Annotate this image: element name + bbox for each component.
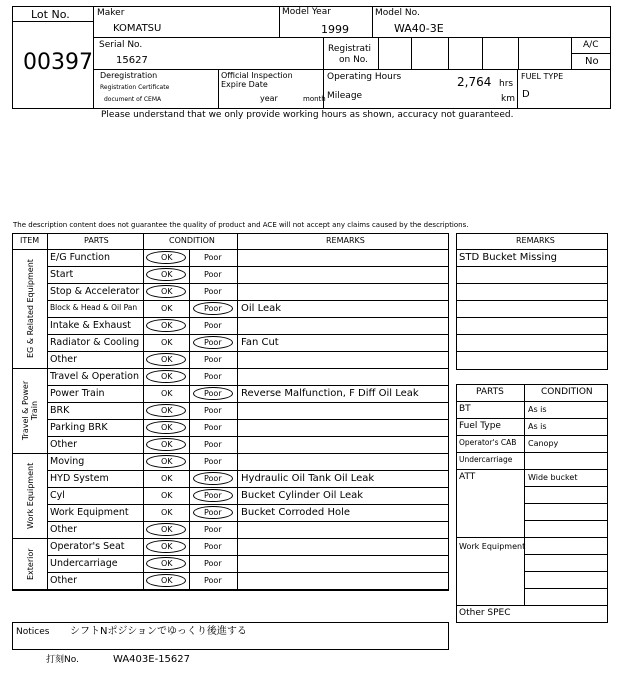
right-part-label: BT <box>459 404 471 414</box>
ok-option: OK <box>161 559 173 568</box>
right-remarks-header: REMARKS <box>516 236 555 245</box>
part-label: Intake & Exhaust <box>50 320 131 331</box>
part-label: Parking BRK <box>50 422 108 433</box>
poor-option: Poor <box>204 576 222 585</box>
part-label: Block & Head & Oil Pan <box>50 303 138 312</box>
part-label: Other <box>50 575 77 586</box>
poor-circle-mark <box>193 302 233 315</box>
part-label: Moving <box>50 456 85 467</box>
inspection-label-1: Official Inspection <box>221 71 293 80</box>
hours-disclaimer: Please understand that we only provide working hours as shown, accuracy not guaranteed. <box>101 110 514 120</box>
part-label: Cyl <box>50 490 65 501</box>
ok-option: OK <box>161 355 173 364</box>
col-item: ITEM <box>20 236 40 245</box>
right-part-label: Undercarriage <box>459 455 513 464</box>
item-group-label: EG & Related Equipment <box>25 259 35 358</box>
description-disclaimer: The description content does not guarantee the quality of product and ACE will not accept any claims caused by the descriptions. <box>13 221 469 229</box>
ok-circle-mark <box>146 268 186 281</box>
hours-label: Operating Hours <box>327 72 402 82</box>
poor-option: Poor <box>204 559 222 568</box>
ok-option: OK <box>161 457 173 466</box>
item-group-label: Exterior <box>25 547 35 580</box>
right-part-label: ATT <box>459 472 476 482</box>
ok-option: OK <box>161 389 173 398</box>
poor-option: Poor <box>204 270 222 279</box>
ac-value: No <box>585 56 599 67</box>
item-group-label: Travel & Power Train <box>21 380 39 441</box>
ok-circle-mark <box>146 574 186 587</box>
right-part-label: Fuel Type <box>459 421 501 431</box>
ok-circle-mark <box>146 438 186 451</box>
part-label: BRK <box>50 405 70 416</box>
model-year-label: Model Year <box>282 7 331 17</box>
dereg-cert: Registration Certificate <box>100 84 170 91</box>
model-no-label: Model No. <box>375 8 420 18</box>
poor-option: Poor <box>204 321 222 330</box>
serial-label: Serial No. <box>99 40 143 50</box>
remark-text: Reverse Malfunction, F Diff Oil Leak <box>241 388 419 399</box>
ok-option: OK <box>161 372 173 381</box>
part-label: Radiator & Cooling <box>50 337 140 348</box>
ok-option: OK <box>161 474 173 483</box>
poor-option: Poor <box>204 389 222 398</box>
poor-option: Poor <box>204 253 222 262</box>
poor-option: Poor <box>204 372 222 381</box>
hrs-unit: hrs <box>499 79 514 89</box>
serial-value: 15627 <box>116 55 148 66</box>
inspection-label-2: Expire Date <box>221 80 268 89</box>
col-remarks: REMARKS <box>326 236 365 245</box>
ok-circle-mark <box>146 557 186 570</box>
right-condition-value: As is <box>528 405 547 414</box>
month-label: month <box>303 95 326 103</box>
poor-option: Poor <box>204 508 222 517</box>
poor-circle-mark <box>193 472 233 485</box>
right-col-parts: PARTS <box>476 387 504 397</box>
col-condition: CONDITION <box>169 236 215 245</box>
poor-option: Poor <box>204 423 222 432</box>
poor-circle-mark <box>193 506 233 519</box>
model-no-value: WA40-3E <box>394 22 444 35</box>
other-spec-label: Other SPEC <box>459 608 511 618</box>
ok-option: OK <box>161 287 173 296</box>
poor-circle-mark <box>193 336 233 349</box>
poor-option: Poor <box>204 440 222 449</box>
ok-option: OK <box>161 423 173 432</box>
ok-option: OK <box>161 270 173 279</box>
fuel-type-label: FUEL TYPE <box>521 72 564 81</box>
stamp-value: WA403E-15627 <box>113 654 191 665</box>
ok-circle-mark <box>146 540 186 553</box>
registration-label-2: on No. <box>339 55 369 65</box>
part-label: HYD System <box>50 473 109 484</box>
part-label: Undercarriage <box>50 558 118 569</box>
right-part-label: Operator's CAB <box>459 438 517 447</box>
ok-option: OK <box>161 576 173 585</box>
part-label: Power Train <box>50 388 105 399</box>
dereg-doc: document of CEMA <box>104 96 162 103</box>
work-equipment-label: Work Equipment <box>459 542 526 551</box>
maker-value: KOMATSU <box>113 23 162 34</box>
right-col-condition: CONDITION <box>541 387 593 397</box>
item-group-label: Work Equipment <box>25 462 35 529</box>
part-label: Operator's Seat <box>50 541 125 552</box>
right-condition-value: As is <box>528 422 547 431</box>
part-label: Other <box>50 524 77 535</box>
part-label: Other <box>50 439 77 450</box>
ok-circle-mark <box>146 353 186 366</box>
ok-circle-mark <box>146 285 186 298</box>
remark-text: Fan Cut <box>241 337 279 348</box>
km-unit: km <box>501 94 515 104</box>
poor-option: Poor <box>204 355 222 364</box>
model-year-value: 1999 <box>321 23 349 36</box>
poor-option: Poor <box>204 406 222 415</box>
remark-text: Bucket Cylinder Oil Leak <box>241 490 364 501</box>
notices-label: Notices <box>16 627 50 637</box>
poor-option: Poor <box>204 287 222 296</box>
ok-option: OK <box>161 491 173 500</box>
mileage-label: Mileage <box>327 91 363 101</box>
maker-label: Maker <box>97 8 125 18</box>
poor-option: Poor <box>204 474 222 483</box>
poor-circle-mark <box>193 489 233 502</box>
fuel-type-value: D <box>522 89 530 100</box>
ok-circle-mark <box>146 370 186 383</box>
ok-option: OK <box>161 525 173 534</box>
part-label: Travel & Operation <box>50 371 139 382</box>
part-label: E/G Function <box>50 252 110 263</box>
right-condition-value: Canopy <box>528 439 559 448</box>
remark-text: Hydraulic Oil Tank Oil Leak <box>241 473 375 484</box>
ok-option: OK <box>161 542 173 551</box>
ok-circle-mark <box>146 421 186 434</box>
ac-label: A/C <box>583 40 599 50</box>
poor-option: Poor <box>204 491 222 500</box>
year-label: year <box>260 94 278 103</box>
ok-option: OK <box>161 304 173 313</box>
poor-option: Poor <box>204 338 222 347</box>
right-condition-value: Wide bucket <box>528 473 578 482</box>
poor-option: Poor <box>204 525 222 534</box>
ok-option: OK <box>161 338 173 347</box>
ok-option: OK <box>161 253 173 262</box>
dereg-label: Deregistration <box>100 71 158 80</box>
stamp-label: 打刻No. <box>46 655 79 665</box>
remark-text: Oil Leak <box>241 303 282 314</box>
ok-option: OK <box>161 406 173 415</box>
ok-circle-mark <box>146 523 186 536</box>
part-label: Other <box>50 354 77 365</box>
ok-option: OK <box>161 321 173 330</box>
poor-option: Poor <box>204 457 222 466</box>
ok-circle-mark <box>146 455 186 468</box>
lot-label: Lot No. <box>31 8 70 21</box>
ok-circle-mark <box>146 251 186 264</box>
notices-text: シフトNポジションでゆっくり後進する <box>70 626 247 637</box>
col-parts: PARTS <box>84 236 109 245</box>
part-label: Start <box>50 269 74 280</box>
ok-option: OK <box>161 508 173 517</box>
poor-circle-mark <box>193 387 233 400</box>
ok-circle-mark <box>146 319 186 332</box>
part-label: Stop & Accelerator <box>50 286 140 297</box>
lot-number: 00397 <box>23 50 93 75</box>
hours-value: 2,764 <box>457 75 492 89</box>
ok-circle-mark <box>146 404 186 417</box>
part-label: Work Equipment <box>50 507 129 518</box>
poor-option: Poor <box>204 304 222 313</box>
remark-text: Bucket Corroded Hole <box>241 507 351 518</box>
ok-option: OK <box>161 440 173 449</box>
poor-option: Poor <box>204 542 222 551</box>
registration-label-1: Registrati <box>328 44 372 54</box>
right-remark-line: STD Bucket Missing <box>459 252 558 263</box>
